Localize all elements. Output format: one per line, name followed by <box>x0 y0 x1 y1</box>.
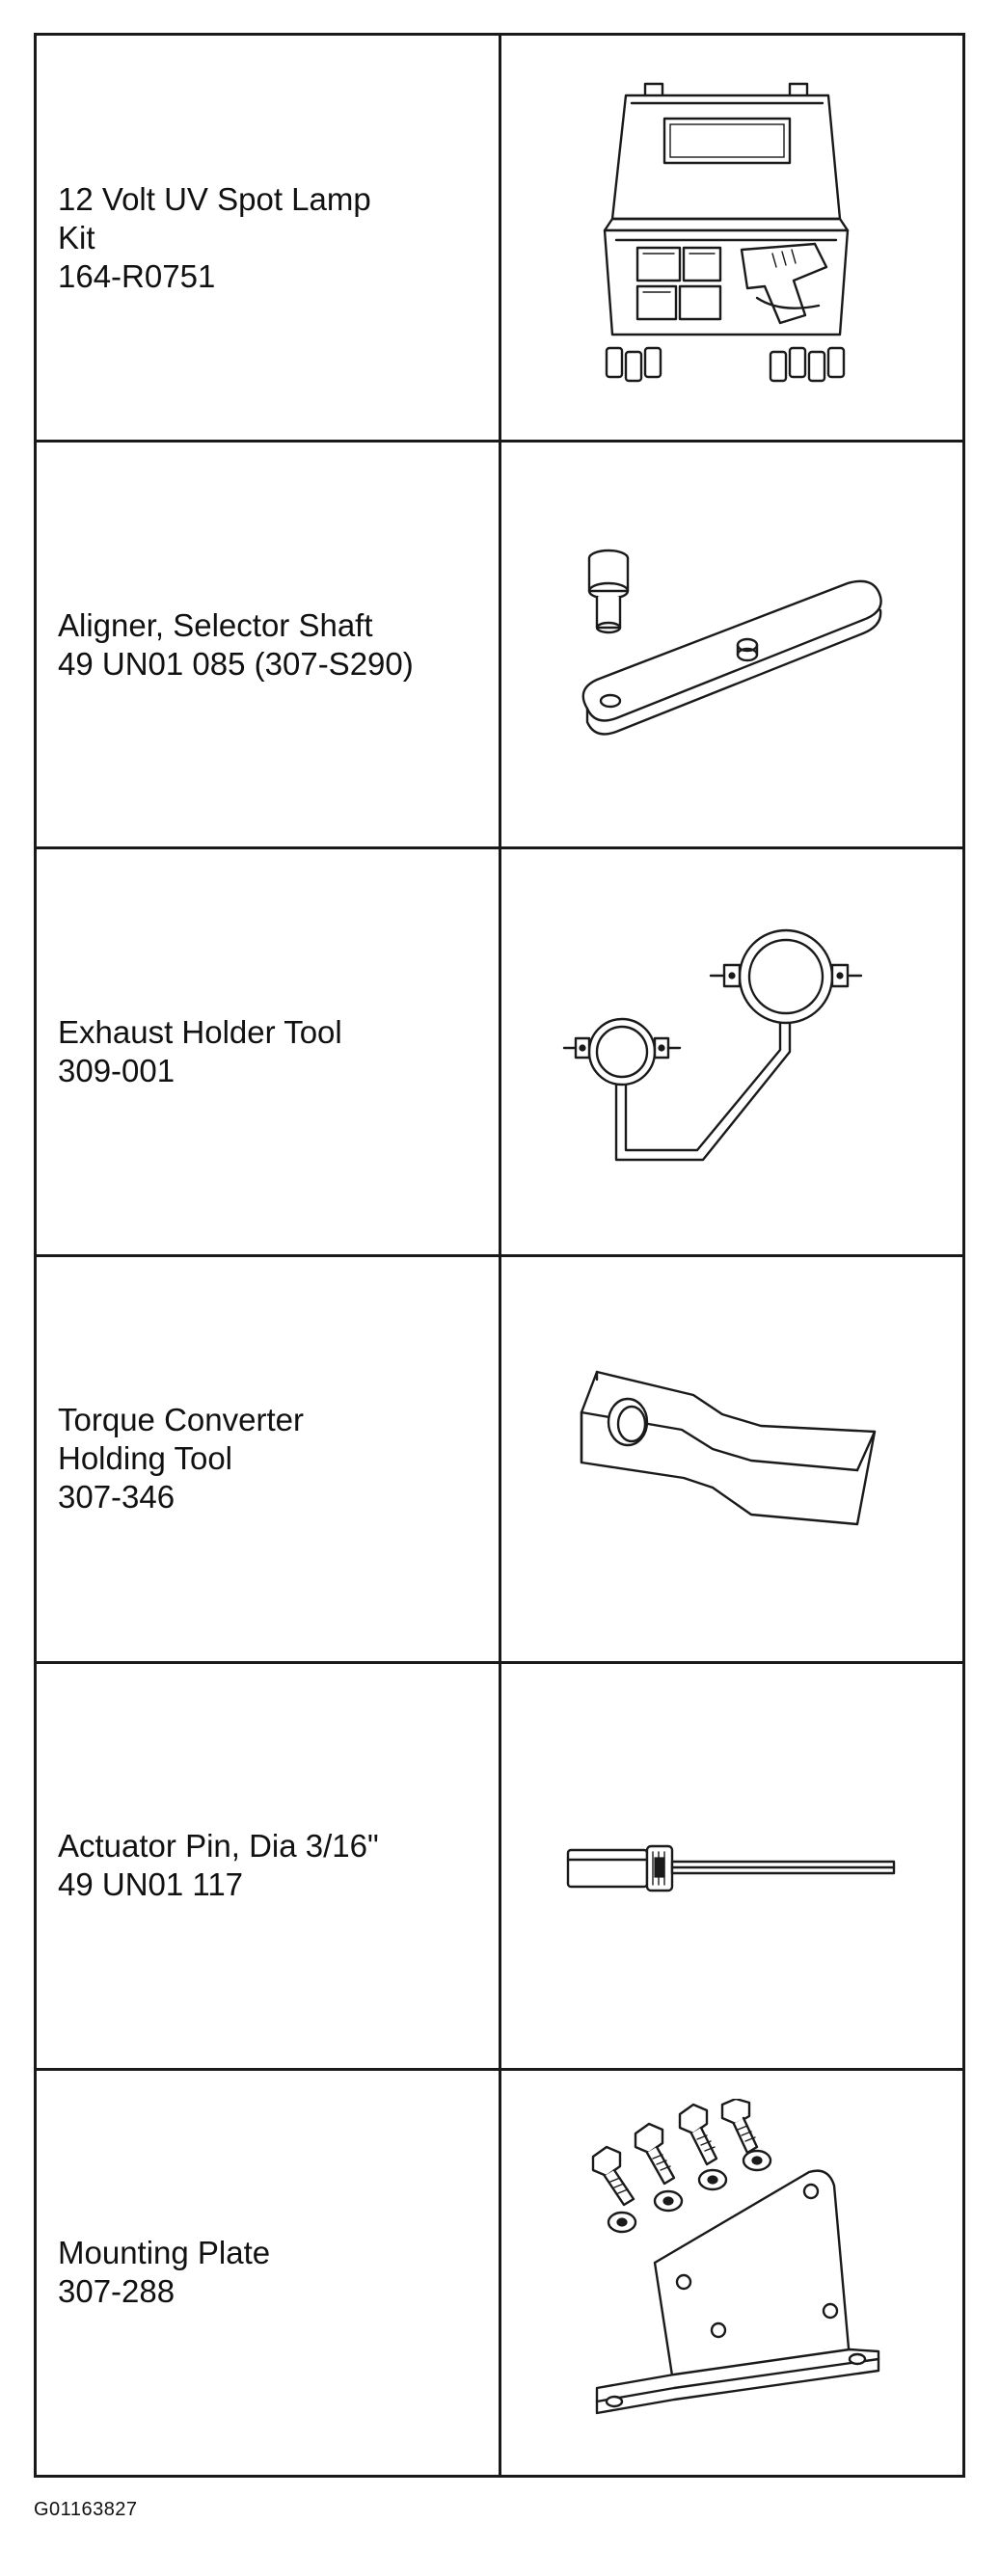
tool-label-cell <box>37 1664 501 2068</box>
tool-label <box>58 2234 270 2311</box>
tool-name-line: Aligner, Selector Shaft <box>58 606 373 643</box>
exhaust-holder-illustration <box>549 907 915 1196</box>
uv-lamp-kit-case-illustration <box>587 74 877 402</box>
tool-name-line: Kit <box>58 219 95 255</box>
tool-row-exhaust-holder <box>37 849 962 1256</box>
tool-image-cell <box>501 849 962 1253</box>
tool-image-cell <box>501 443 962 846</box>
tool-row-uv-lamp-kit <box>37 36 962 443</box>
tool-label <box>58 1401 304 1516</box>
tool-label-cell <box>37 1257 501 1661</box>
tool-name-line: Exhaust Holder Tool <box>58 1013 342 1050</box>
tool-image-cell <box>501 1664 962 2068</box>
figure-code: G01163827 <box>34 2499 138 2520</box>
tool-label <box>58 1827 379 1904</box>
actuator-pin-illustration <box>558 1808 905 1923</box>
tool-label <box>58 606 414 684</box>
tool-number: 307-288 <box>58 2273 176 2310</box>
tool-name-line: Holding Tool <box>58 1440 233 1477</box>
selector-shaft-aligner-illustration <box>558 520 905 770</box>
torque-converter-holding-tool-illustration <box>568 1333 896 1584</box>
tool-label-cell <box>37 443 501 846</box>
tool-label <box>58 180 371 296</box>
tool-image-cell <box>501 36 962 440</box>
tool-label <box>58 1013 342 1090</box>
special-tools-table <box>34 33 965 2478</box>
tool-label-cell <box>37 36 501 440</box>
tool-image-cell <box>501 1257 962 1661</box>
tool-label-cell <box>37 2071 501 2475</box>
tool-name-line: Mounting Plate <box>58 2235 271 2271</box>
tool-name-line: 12 Volt UV Spot Lamp <box>58 180 371 217</box>
tool-row-selector-shaft-aligner <box>37 443 962 849</box>
tool-number: 49 UN01 085 (307-S290) <box>58 645 414 682</box>
tool-label-cell <box>37 849 501 1253</box>
tool-name-line: Torque Converter <box>58 1402 304 1438</box>
tool-number: 49 UN01 117 <box>58 1866 244 1903</box>
tool-row-torque-converter <box>37 1257 962 1664</box>
tool-number: 164-R0751 <box>58 257 216 294</box>
bolt-set <box>593 2099 757 2205</box>
mounting-plate-illustration <box>568 2099 896 2446</box>
tool-number: 309-001 <box>58 1052 176 1088</box>
tool-number: 307-346 <box>58 1479 176 1516</box>
tool-row-actuator-pin <box>37 1664 962 2071</box>
tool-image-cell <box>501 2071 962 2475</box>
tool-name-line: Actuator Pin, Dia 3/16" <box>58 1828 379 1865</box>
tool-row-mounting-plate <box>37 2071 962 2475</box>
